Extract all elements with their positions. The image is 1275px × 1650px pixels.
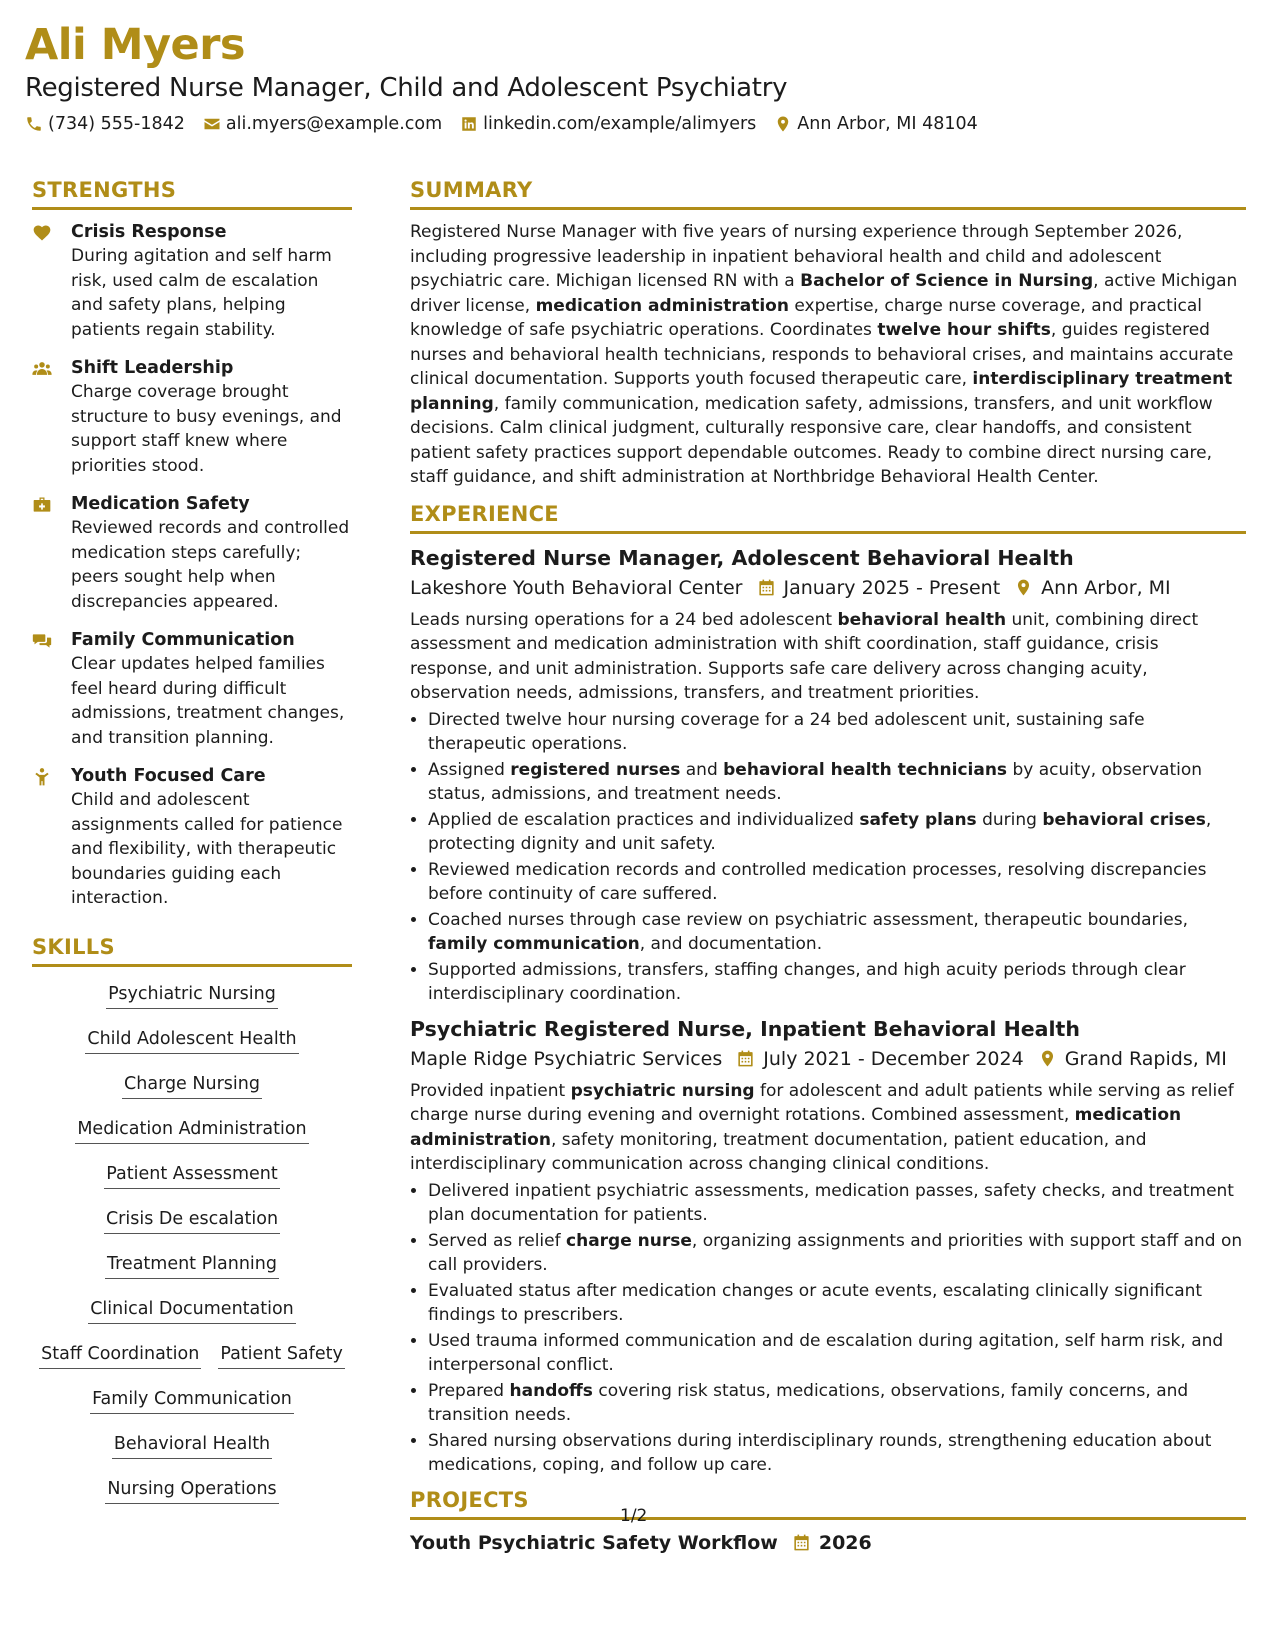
contact-bar [25,113,978,135]
heart-icon [32,223,52,243]
calendar-icon [736,1049,755,1068]
strength-text: Clear updates helped families feel heard during difficult admissions, treatment changes, and transition planning. [71,654,345,748]
bold-phrase: safety plans [859,809,977,830]
strength-text: During agitation and self harm risk, used calm de escalation and safety plans, helping patients regain stability. [71,246,332,340]
strength-text: Reviewed records and controlled medication steps carefully; peers sought help when discrepancies appeared. [71,518,350,612]
job-bullet: • Applied de escalation practices and individualized safety plans during behavioral crises, protecting dignity and unit safety. [428,808,1246,857]
calendar-icon [792,1533,811,1552]
bold-phrase: interdisciplinary treatment planning [410,369,1233,414]
strength-item [32,764,352,911]
skills-heading: SKILLS [32,933,352,967]
right-column [410,176,1246,1556]
location-text: Ann Arbor, MI 48104 [797,114,978,134]
linkedin-icon [460,115,478,133]
project-year: 2026 [818,1531,872,1554]
job-bullet: • Served as relief charge nurse, organizing assignments and priorities with support staff and on call providers. [428,1229,1246,1278]
bold-phrase: medication administration [535,295,789,316]
child-icon [32,767,52,787]
job-title: Registered Nurse Manager, Adolescent Behavioral Health [410,545,1074,570]
job-dates: January 2025 - Present [783,576,1001,599]
job-bullets [410,708,1246,1007]
skills-list [32,981,352,1504]
job-company: Maple Ridge Psychiatric Services [410,1047,723,1070]
strength-title: Family Communication [71,630,295,650]
email-link[interactable]: ali.myers@example.com [225,114,443,134]
summary-text: Registered Nurse Manager with five years of nursing experience through September 2026, including progressive leadership in inpatient behavioral health and child and adolescent psychiatric care. Michigan licensed RN with a Bachelor of Science in Nursing, active Michigan driver license, medication administration expertise, charge nurse coverage, and practical knowledge of safe psychiatric operations. Coordinates twelve hour shifts, guides registered nurses and behavioral health technicians, responds to behavioral crises, and maintains accurate clinical documentation. Supports youth focused therapeutic care, interdisciplinary treatment planning, family communication, medication safety, admissions, transfers, and unit workflow decisions. Calm clinical judgment, culturally responsive care, clear handoffs, and consistent patient safety practices support dependable outcomes. Ready to combine direct nursing care, staff guidance, and shift administration at Northbridge Behavioral Health Center. [410,222,1238,487]
bold-phrase: Bachelor of Science in Nursing [800,271,1094,291]
strength-title: Crisis Response [71,222,227,242]
skill-tag: Psychiatric Nursing [106,983,278,1009]
strength-item [32,356,352,478]
candidate-name: Ali Myers [25,20,246,70]
job-bullet: • Supported admissions, transfers, staffing changes, and high acuity periods through clear interdisciplinary coordination. [428,958,1246,1007]
contact-phone [25,113,185,135]
bold-phrase: twelve hour shifts [877,320,1051,340]
phone-text: (734) 555-1842 [48,114,185,134]
skill-tag: Family Communication [90,1388,294,1414]
job-bullet: • Used trauma informed communication and de escalation during agitation, self harm risk, and interpersonal conflict. [428,1329,1246,1378]
job-entry [410,544,1246,1007]
job-title: Psychiatric Registered Nurse, Inpatient Behavioral Health [410,1016,1080,1041]
skill-tag: Patient Assessment [104,1163,279,1189]
job-company: Lakeshore Youth Behavioral Center [410,576,743,599]
job-bullet: • Shared nursing observations during interdisciplinary rounds, strengthening education about medications, coping, and follow up care. [428,1429,1246,1478]
strength-item [32,628,352,750]
strengths-heading: STRENGTHS [32,176,352,210]
skill-tag: Patient Safety [218,1343,344,1369]
envelope-icon [203,115,221,133]
bold-phrase: handoffs [509,1380,593,1401]
skill-tag: Staff Coordination [39,1343,201,1369]
job-location: Grand Rapids, MI [1064,1047,1227,1070]
skill-tag: Behavioral Health [112,1433,272,1459]
job-description: Leads nursing operations for a 24 bed adolescent behavioral health unit, combining direct assessment and medication administration with shift coordination, staff guidance, crisis response, and unit administration. Supports safe care delivery across changing acuity, observation needs, admissions, transfers, and treatment priorities. [410,609,1199,703]
contact-location [774,113,978,135]
contact-linkedin[interactable] [460,113,756,135]
comments-icon [32,631,52,651]
skill-tag: Treatment Planning [105,1253,279,1279]
users-icon [32,359,52,379]
projects-heading: PROJECTS [410,1486,1246,1520]
skill-tag: Crisis De escalation [104,1208,280,1234]
bold-phrase: behavioral health technicians [723,759,1008,780]
job-meta [410,1045,1246,1073]
candidate-title: Registered Nurse Manager, Child and Adolescent Psychiatry [25,73,788,103]
skill-tag: Nursing Operations [105,1478,278,1504]
job-entry [410,1015,1246,1478]
map-marker-icon [1038,1049,1057,1068]
job-meta [410,574,1246,602]
strength-item [32,220,352,342]
strength-title: Youth Focused Care [71,766,266,786]
job-dates: July 2021 - December 2024 [763,1047,1024,1070]
page-number: 1/2 [620,1506,648,1526]
medkit-icon [32,495,52,515]
job-bullets [410,1179,1246,1478]
skill-tag: Charge Nursing [122,1073,262,1099]
calendar-icon [757,578,776,597]
job-bullet: • Reviewed medication records and controlled medication processes, resolving discrepancies before continuity of care suffered. [428,858,1246,907]
map-marker-icon [1014,578,1033,597]
project-item [410,1530,1246,1556]
job-bullet: • Assigned registered nurses and behavioral health technicians by acuity, observation status, admissions, and treatment needs. [428,758,1246,807]
strength-text: Charge coverage brought structure to busy evenings, and support staff knew where priorities stood. [71,382,342,476]
skill-tag: Clinical Documentation [88,1298,296,1324]
contact-email[interactable] [203,113,442,135]
bold-phrase: behavioral health [837,609,1007,630]
summary-heading: SUMMARY [410,176,1246,210]
map-marker-icon [774,115,792,133]
job-bullet: • Coached nurses through case review on psychiatric assessment, therapeutic boundaries, family communication, and documentation. [428,908,1246,957]
bold-phrase: psychiatric nursing [570,1080,755,1101]
left-column [32,176,352,1523]
job-bullet: • Prepared handoffs covering risk status, medications, observations, family concerns, and transition needs. [428,1379,1246,1428]
strength-title: Shift Leadership [71,358,234,378]
job-bullet: • Evaluated status after medication changes or acute events, escalating clinically significant findings to prescribers. [428,1279,1246,1328]
bold-phrase: family communication [428,934,640,954]
bold-phrase: behavioral crises [1042,809,1206,830]
bold-phrase: charge nurse [566,1230,692,1251]
job-bullet: • Delivered inpatient psychiatric assessments, medication passes, safety checks, and treatment plan documentation for patients. [428,1179,1246,1228]
strength-item [32,492,352,614]
phone-icon [25,115,43,133]
project-title: Youth Psychiatric Safety Workflow [410,1531,778,1554]
job-location: Ann Arbor, MI [1041,576,1171,599]
bold-phrase: medication administration [410,1105,1182,1150]
bold-phrase: registered nurses [510,759,681,780]
job-description: Provided inpatient psychiatric nursing for adolescent and adult patients while serving as relief charge nurse during evening and overnight rotations. Combined assessment, medication administration, safety monitoring, treatment documentation, patient education, and interdisciplinary communication across changing clinical conditions. [410,1080,1234,1174]
skill-tag: Child Adolescent Health [85,1028,298,1054]
linkedin-link[interactable]: linkedin.com/example/alimyers [483,114,757,134]
skill-tag: Medication Administration [75,1118,308,1144]
experience-heading: EXPERIENCE [410,500,1246,534]
strength-title: Medication Safety [71,494,250,514]
job-bullet: • Directed twelve hour nursing coverage for a 24 bed adolescent unit, sustaining safe therapeutic operations. [428,708,1246,757]
strength-text: Child and adolescent assignments called for patience and flexibility, with therapeutic boundaries guiding each interaction. [71,790,343,908]
